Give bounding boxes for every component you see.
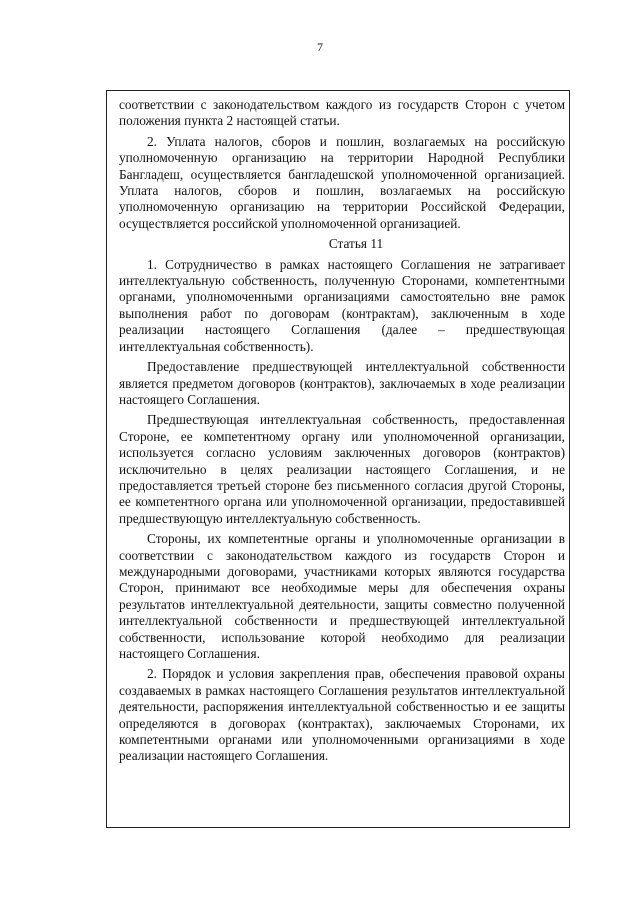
article-heading: Статья 11: [328, 236, 384, 252]
page-number: 7: [317, 40, 323, 54]
paragraph: соответствии с законодательством каждого из государств Сторон с учетом положения пункта 2 настоящей статьи.: [119, 97, 565, 129]
paragraph: 2. Порядок и условия закрепления прав, обеспечения правовой охраны создаваемых в рамках настоящего Соглашения результатов интеллектуальной деятельности, распоряжения интеллектуальной собственностью и ее защиты определяются в договорах (контрактах), заключаемых Сторонами, их компетентными органами или уполномоченными организациями в ходе реализации настоящего Соглашения.: [119, 666, 565, 764]
paragraph: 2. Уплата налогов, сборов и пошлин, возлагаемых на российскую уполномоченную организацию на территории Народной Республики Бангладеш, осуществляется бангладешской уполномоченной организацией. Уплата налогов, сборов и пошлин, возлагаемых на российскую уполномоченную организацию на территории Российской Федерации, осуществляется российской уполномоченной организацией.: [119, 133, 565, 231]
paragraph: 1. Сотрудничество в рамках настоящего Соглашения не затрагивает интеллектуальную собственность, полученную Сторонами, компетентными органами, уполномоченными организациями самостоятельно вне рамок выполнения работ по договорам (контрактам), заключенным в ходе реализации настоящего Соглашения (далее – предшествующая интеллектуальная собственность).: [119, 256, 565, 354]
paragraph: Предшествующая интеллектуальная собственность, предоставленная Стороне, ее компетентному органу или уполномоченной организации, используется согласно условиям заключенных договоров (контрактов) исключительно в целях реализации настоящего Соглашения, и не предоставляется третьей стороне без письменного согласия другой Стороны, ее компетентного органа или уполномоченной организации, предоставившей предшествующую интеллектуальную собственность.: [119, 412, 565, 526]
document-body: [119, 97, 565, 769]
paragraph: Предоставление предшествующей интеллектуальной собственности является предметом договоров (контрактов), заключаемых в ходе реализации настоящего Соглашения.: [119, 359, 565, 407]
paragraph: Стороны, их компетентные органы и уполномоченные организации в соответствии с законодательством каждого из государств Сторон и международными договорами, участниками которых являются государства Сторон, принимают все необходимые меры для обеспечения охраны результатов интеллектуальной деятельности, защиты совместно полученной интеллектуальной собственности и предшествующей интеллектуальной собственности, использование которой необходимо для реализации настоящего Соглашения.: [119, 531, 565, 661]
